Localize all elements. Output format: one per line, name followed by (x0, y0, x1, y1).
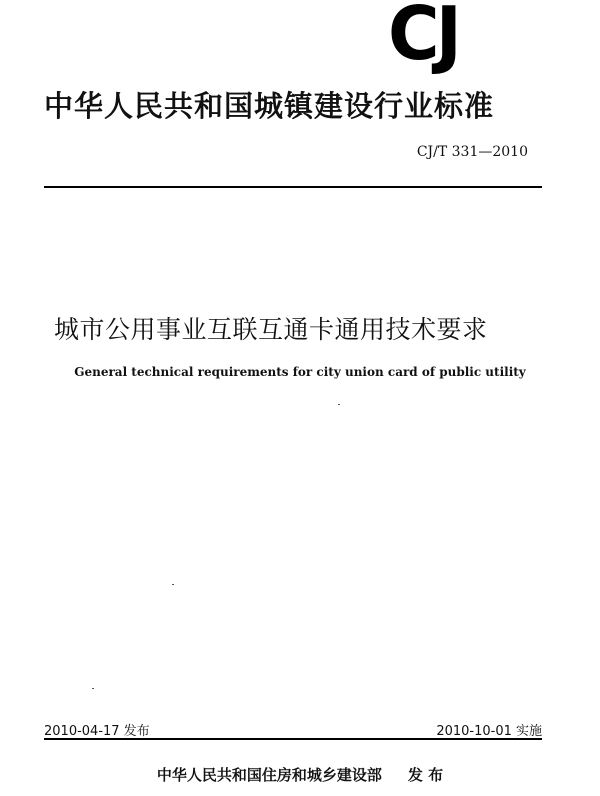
implementation-date: 2010-10-01 实施 (436, 724, 542, 739)
scan-speck (338, 404, 340, 405)
publish-action: 发 布 (407, 766, 444, 784)
scan-speck (92, 688, 94, 689)
document-title-english: General technical requirements for city union card of public utility (74, 365, 526, 379)
publisher-line (0, 764, 600, 785)
standard-number: CJ/T 331—2010 (416, 144, 528, 160)
issuer-title: 中华人民共和国城镇建设行业标准 (44, 89, 495, 123)
scan-speck (172, 584, 174, 585)
header-divider (44, 186, 542, 188)
publisher-name: 中华人民共和国住房和城乡建设部 (156, 766, 382, 784)
footer-divider (44, 738, 542, 740)
document-title-chinese: 城市公用事业互联互通卡通用技术要求 (54, 315, 488, 344)
issue-date: 2010-04-17 发布 (44, 724, 150, 739)
cj-logo: CJ (388, 0, 459, 77)
